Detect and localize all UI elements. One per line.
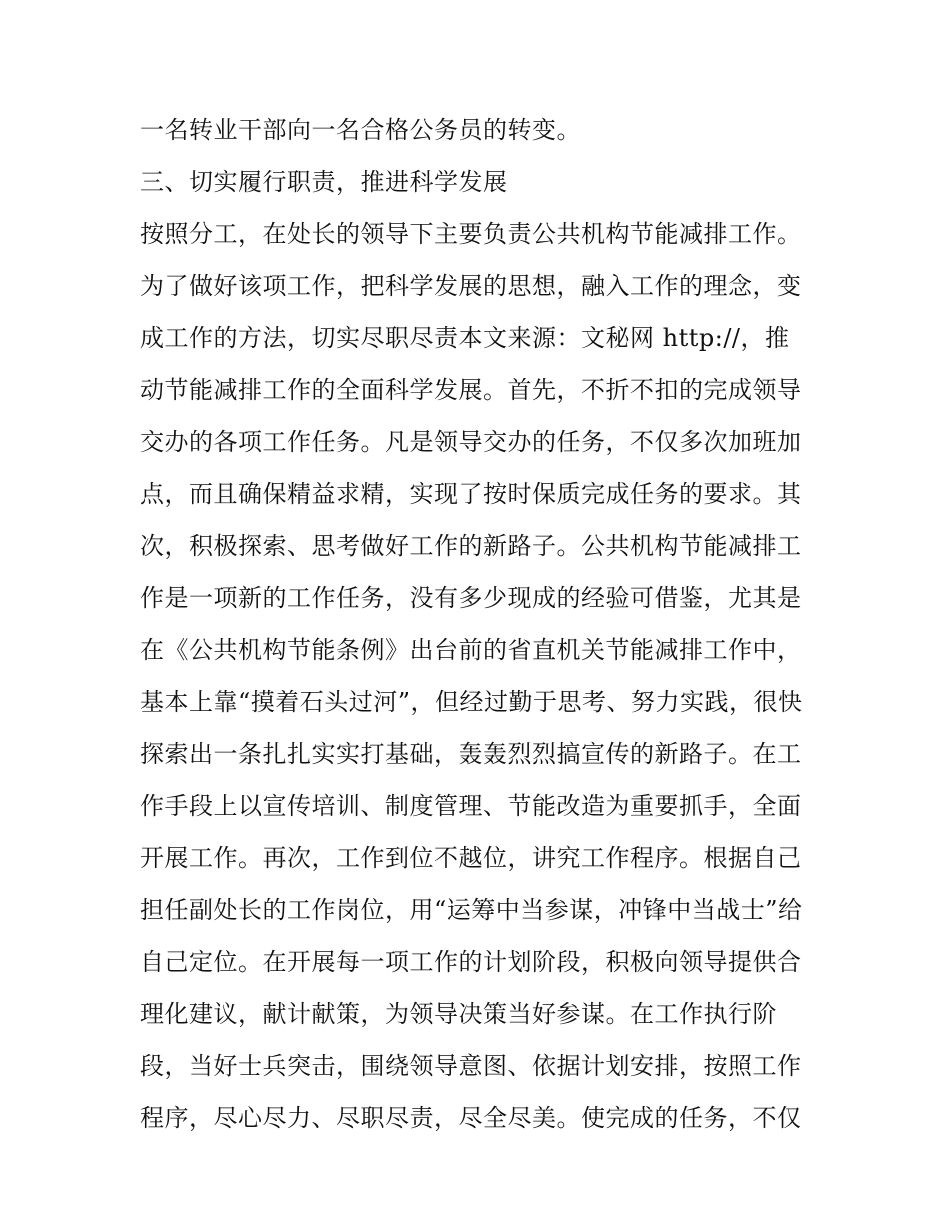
- text-line: 开展工作。再次，工作到位不越位，讲究工作程序。根据自己: [140, 844, 802, 872]
- text-line: 探索出一条扎扎实实打基础，轰轰烈烈搞宣传的新路子。在工: [140, 740, 802, 768]
- text-line: 一名转业干部向一名合格公务员的转变。: [140, 116, 581, 144]
- text-line: 自己定位。在开展每一项工作的计划阶段，积极向领导提供合: [140, 948, 802, 976]
- text-line: 作手段上以宣传培训、制度管理、节能改造为重要抓手，全面: [140, 792, 802, 820]
- text-line: 成工作的方法，切实尽职尽责本文来源：文秘网 http://，推: [140, 324, 790, 352]
- body-text: [140, 110, 820, 1150]
- text-line: 在《公共机构节能条例》出台前的省直机关节能减排工作中，: [140, 636, 802, 664]
- text-line: 作是一项新的工作任务，没有多少现成的经验可借鉴，尤其是: [140, 584, 802, 612]
- text-line: 点，而且确保精益求精，实现了按时保质完成任务的要求。其: [140, 480, 802, 508]
- text-line: 基本上靠“摸着石头过河”，但经过勤于思考、努力实践，很快: [140, 688, 803, 716]
- text-line: 按照分工，在处长的领导下主要负责公共机构节能减排工作。: [140, 220, 802, 248]
- text-line: 担任副处长的工作岗位，用“运筹中当参谋，冲锋中当战士”给: [140, 896, 803, 924]
- text-line: 程序，尽心尽力、尽职尽责，尽全尽美。使完成的任务，不仅: [140, 1104, 802, 1132]
- text-line: 交办的各项工作任务。凡是领导交办的任务，不仅多次加班加: [140, 428, 802, 456]
- text-line: 理化建议，献计献策，为领导决策当好参谋。在工作执行阶: [140, 1000, 777, 1028]
- text-line: 段，当好士兵突击，围绕领导意图、依据计划安排，按照工作: [140, 1052, 802, 1080]
- section-heading: 三、切实履行职责，推进科学发展: [140, 168, 508, 196]
- text-line: 动节能减排工作的全面科学发展。首先，不折不扣的完成领导: [140, 376, 802, 404]
- text-line: 次，积极探索、思考做好工作的新路子。公共机构节能减排工: [140, 532, 802, 560]
- text-line: 为了做好该项工作，把科学发展的思想，融入工作的理念，变: [140, 272, 802, 300]
